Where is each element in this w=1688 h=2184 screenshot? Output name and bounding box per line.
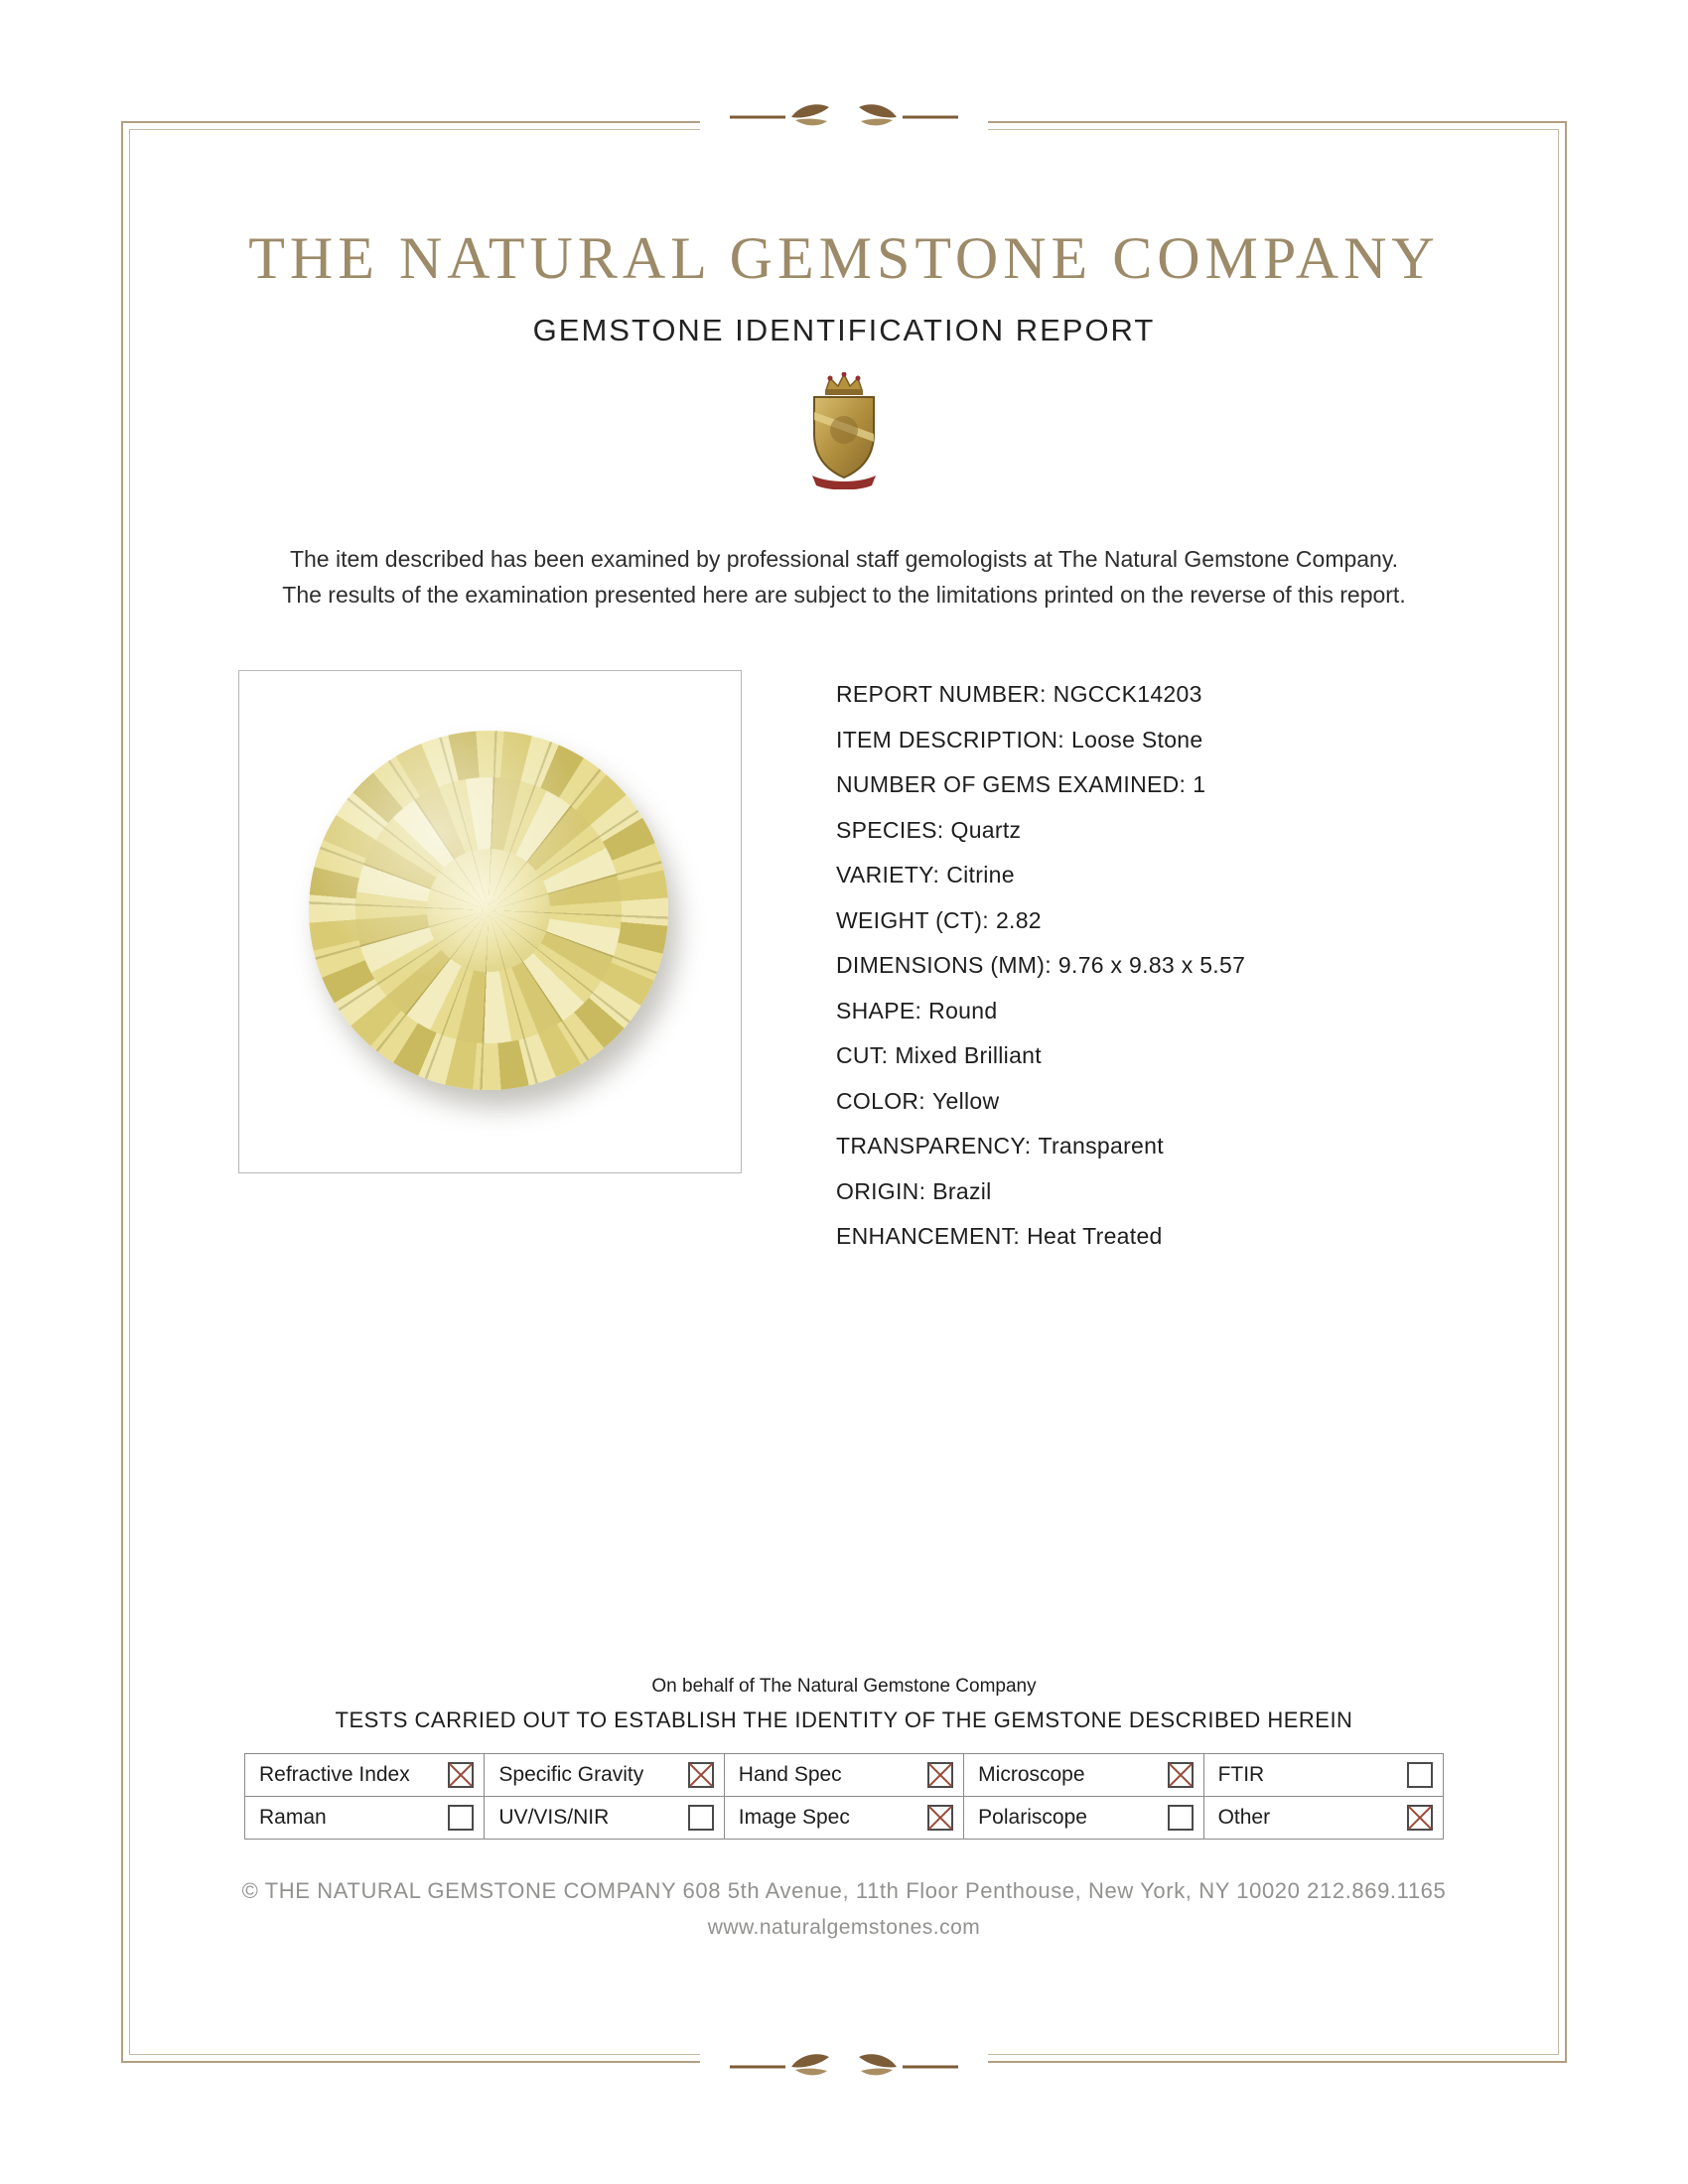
- gemstone-image: [309, 731, 668, 1090]
- test-checkbox: [1168, 1762, 1194, 1788]
- field-color: [836, 1079, 1245, 1125]
- test-label: Raman: [259, 1806, 327, 1829]
- field-variety: [836, 853, 1245, 898]
- bottom-flourish-icon: [700, 2049, 988, 2085]
- report-title: GEMSTONE IDENTIFICATION REPORT: [532, 313, 1156, 347]
- field-value: Heat Treated: [1027, 1223, 1163, 1249]
- test-cell: [245, 1805, 484, 1831]
- field-value: 9.76 x 9.83 x 5.57: [1057, 952, 1246, 978]
- field-value: 1: [1193, 771, 1206, 797]
- field-value: Brazil: [932, 1177, 992, 1204]
- test-label: Polariscope: [978, 1806, 1087, 1829]
- field-value: NGCCK14203: [1053, 681, 1202, 707]
- field-value: Mixed Brilliant: [895, 1042, 1042, 1068]
- field-value: Loose Stone: [1071, 726, 1203, 752]
- field-transparency: [836, 1124, 1245, 1169]
- test-cell: [1204, 1762, 1443, 1788]
- test-checkbox: [688, 1805, 714, 1831]
- field-value: Round: [928, 997, 998, 1024]
- test-label: FTIR: [1217, 1763, 1265, 1786]
- test-cell: [245, 1762, 484, 1788]
- test-cell: [725, 1762, 963, 1788]
- field-value: Transparent: [1038, 1133, 1164, 1159]
- field-label: DIMENSIONS (MM):: [836, 952, 1052, 978]
- tests-table: [244, 1753, 1444, 1840]
- test-checkbox: [688, 1762, 714, 1788]
- field-label: ITEM DESCRIPTION:: [836, 726, 1065, 752]
- report-body: [238, 670, 1245, 1260]
- intro-paragraph: [139, 542, 1549, 613]
- test-cell: [485, 1762, 723, 1788]
- test-checkbox: [1168, 1805, 1194, 1831]
- test-label: Other: [1217, 1806, 1271, 1829]
- test-label: Hand Spec: [738, 1763, 842, 1786]
- field-label: WEIGHT (CT):: [836, 906, 989, 933]
- intro-line-2: The results of the examination presented here are subject to the limitations printed on the reverse of this report.: [282, 581, 1406, 608]
- field-value: Yellow: [931, 1087, 1000, 1114]
- field-label: ORIGIN:: [836, 1177, 926, 1204]
- field-item-description: [836, 718, 1245, 763]
- test-cell: [725, 1805, 963, 1831]
- intro-line-1: The item described has been examined by professional staff gemologists at The Natural Gemstone Company.: [289, 546, 1399, 572]
- test-label: Refractive Index: [259, 1763, 410, 1786]
- company-name: THE NATURAL GEMSTONE COMPANY: [248, 225, 1440, 291]
- field-label: NUMBER OF GEMS EXAMINED:: [836, 771, 1187, 797]
- field-label: ENHANCEMENT:: [836, 1223, 1021, 1249]
- field-weight: [836, 898, 1245, 944]
- field-label: TRANSPARENCY:: [836, 1133, 1032, 1159]
- test-label: UV/VIS/NIR: [498, 1806, 610, 1829]
- top-flourish-icon: [700, 99, 988, 135]
- gemstone-photo: [238, 670, 742, 1173]
- field-species: [836, 808, 1245, 854]
- field-value: 2.82: [995, 906, 1042, 933]
- test-cell: [485, 1805, 723, 1831]
- field-number-of-gems: [836, 762, 1245, 808]
- test-cell: [964, 1805, 1202, 1831]
- footer-website: www.naturalgemstones.com: [707, 1916, 981, 1939]
- test-label: Microscope: [978, 1763, 1085, 1786]
- test-checkbox: [448, 1805, 474, 1831]
- field-dimensions: [836, 943, 1245, 989]
- test-label: Image Spec: [738, 1806, 850, 1829]
- footer-address: © THE NATURAL GEMSTONE COMPANY 608 5th Avenue, 11th Floor Penthouse, New York, NY 10020 212.869.1165: [241, 1878, 1447, 1903]
- field-enhancement: [836, 1214, 1245, 1260]
- field-label: SPECIES:: [836, 816, 944, 843]
- spec-fields: [836, 670, 1245, 1260]
- test-checkbox: [1407, 1805, 1433, 1831]
- field-label: COLOR:: [836, 1087, 925, 1114]
- field-label: SHAPE:: [836, 997, 922, 1024]
- field-shape: [836, 989, 1245, 1034]
- field-label: CUT:: [836, 1042, 889, 1068]
- field-report-number: [836, 672, 1245, 718]
- field-origin: [836, 1169, 1245, 1215]
- certificate-content: [139, 139, 1549, 2045]
- field-label: REPORT NUMBER:: [836, 681, 1047, 707]
- footer: [139, 1878, 1549, 1940]
- test-checkbox: [927, 1762, 953, 1788]
- tests-section: [139, 1676, 1549, 1840]
- test-checkbox: [448, 1762, 474, 1788]
- test-checkbox: [1407, 1762, 1433, 1788]
- test-cell: [1204, 1805, 1443, 1831]
- test-cell: [964, 1762, 1202, 1788]
- tests-heading: TESTS CARRIED OUT TO ESTABLISH THE IDENTITY OF THE GEMSTONE DESCRIBED HEREIN: [335, 1707, 1353, 1732]
- field-value: Citrine: [946, 862, 1015, 887]
- gemstone-highlight: [309, 731, 668, 1090]
- test-label: Specific Gravity: [498, 1763, 644, 1786]
- tests-row-1: [245, 1754, 1444, 1797]
- field-value: Quartz: [950, 816, 1022, 843]
- test-checkbox: [927, 1805, 953, 1831]
- tests-row-2: [245, 1797, 1444, 1840]
- on-behalf-text: On behalf of The Natural Gemstone Company: [651, 1676, 1037, 1697]
- field-label: VARIETY:: [836, 862, 940, 887]
- field-cut: [836, 1033, 1245, 1079]
- company-crest-icon: [139, 372, 1549, 494]
